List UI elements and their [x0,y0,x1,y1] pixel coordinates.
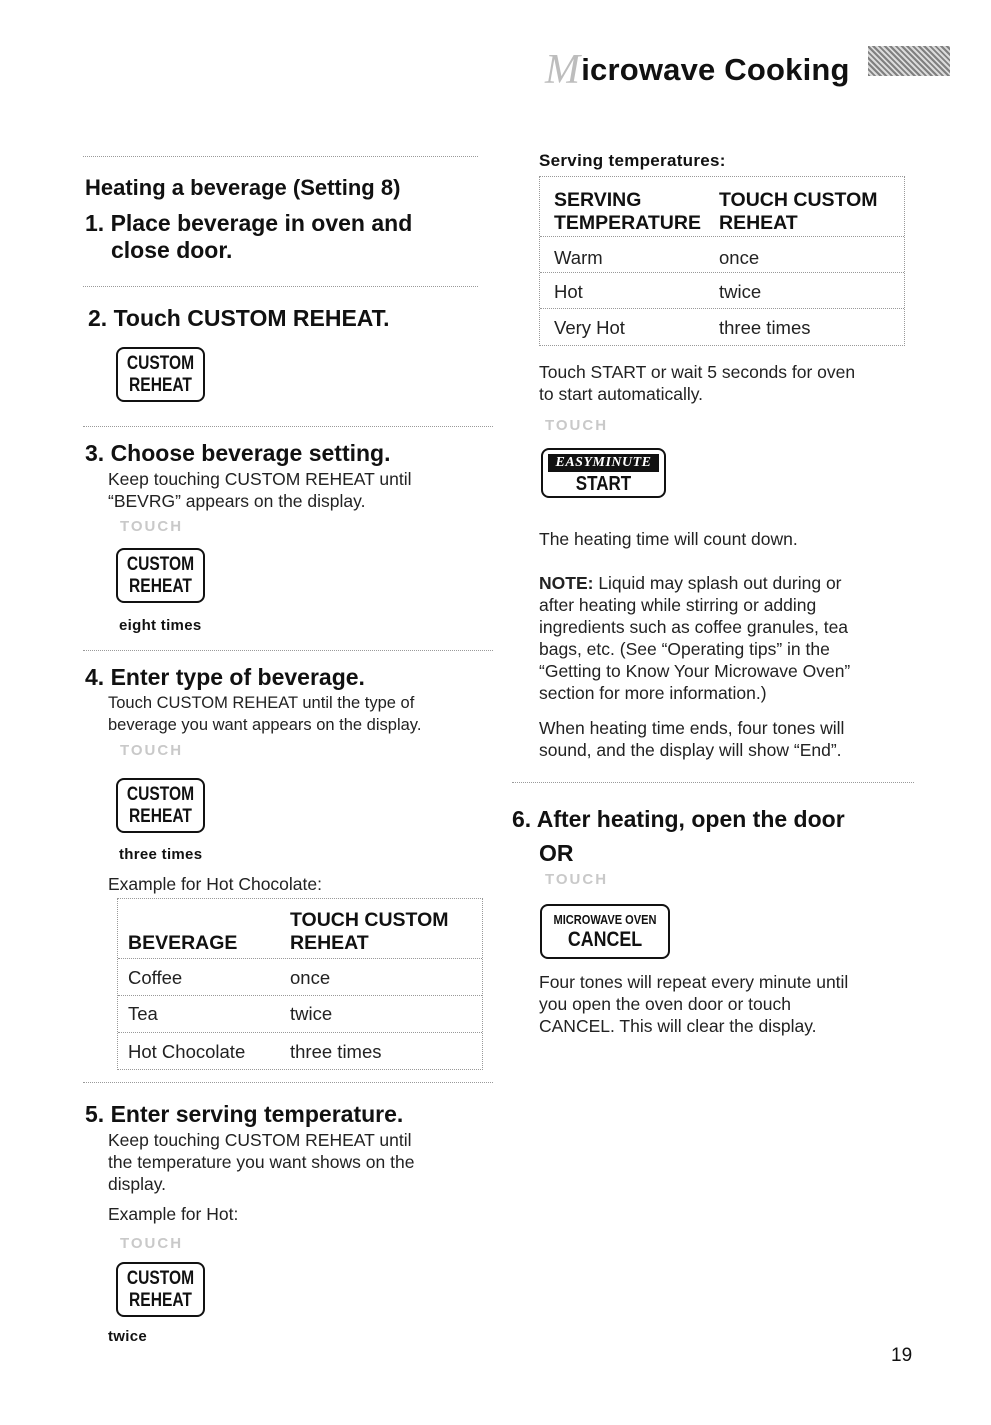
header-pattern [868,46,950,76]
table-row [118,959,482,996]
key-label: REHEAT [129,375,192,396]
serving-title: Serving temperatures: [539,151,726,170]
step6-after-text [539,971,848,1037]
header-cell: TOUCH CUSTOM [290,909,449,931]
key-label: CUSTOM [126,784,195,805]
note-line-1 [539,572,850,594]
custom-reheat-key [116,548,205,603]
example-label: Example for Hot: [108,1204,239,1224]
body-line: you open the oven door or touch [539,994,791,1014]
divider [83,650,493,651]
easyminute-start-key [541,448,666,498]
body-line: “BEVRG” appears on the display. [108,491,366,511]
table-row [540,273,904,309]
table-cell: once [290,967,331,988]
header-cell: REHEAT [719,212,798,234]
step3-title: 3. Choose beverage setting. [85,440,391,466]
table-header [118,899,482,959]
custom-reheat-key [116,347,205,402]
divider [83,1082,493,1083]
table-row [118,1033,482,1071]
step5-title: 5. Enter serving temperature. [85,1101,404,1127]
section-title: Heating a beverage (Setting 8) [85,175,401,200]
divider [512,782,914,783]
body-line: bags, etc. (See “Operating tips” in the [539,639,830,659]
body-line: CANCEL. This will clear the display. [539,1016,817,1036]
table-row [540,309,904,347]
serving-after-text [539,361,855,405]
body-line: ingredients such as coffee granules, tea [539,617,849,637]
note-label: NOTE: [539,573,594,593]
body-line: section for more information.) [539,683,767,703]
step5-body [108,1129,414,1195]
touch-label: TOUCH [120,1235,184,1252]
divider [83,286,478,287]
body-line: Touch CUSTOM REHEAT until the type of [108,694,415,712]
key-label: CUSTOM [126,1268,195,1289]
example-label: Example for Hot Chocolate: [108,874,322,894]
table-cell: Hot Chocolate [128,1041,246,1062]
easyminute-badge: EASYMINUTE [548,454,659,472]
divider [83,156,478,157]
table-cell: three times [290,1041,382,1062]
key-label: REHEAT [129,806,192,827]
step6-or: OR [539,840,574,866]
body-line: to start automatically. [539,384,704,404]
header-cell: BEVERAGE [128,932,238,954]
beverage-table [117,898,483,1070]
touch-label: TOUCH [545,417,609,434]
body-line: display. [108,1174,167,1194]
press-count: eight times [119,617,202,634]
custom-reheat-key [116,778,205,833]
table-row [540,237,904,273]
table-cell: Coffee [128,967,183,988]
key-label: CUSTOM [126,554,195,575]
countdown-text: The heating time will count down. [539,529,798,549]
note-text: Liquid may splash out during or [593,573,842,593]
header-cell: REHEAT [290,932,369,954]
ends-text [539,717,844,761]
custom-reheat-key [116,1262,205,1317]
table-header [540,177,904,237]
body-line: sound, and the display will show “End”. [539,740,842,760]
page-number: 19 [891,1345,913,1366]
microwave-oven-cancel-key [540,904,670,959]
press-count: twice [108,1328,148,1345]
step2-title: 2. Touch CUSTOM REHEAT. [88,305,390,331]
header-title-text: icrowave Cooking [581,52,850,87]
body-line: Keep touching CUSTOM REHEAT until [108,469,412,489]
table-cell: Very Hot [554,317,625,338]
key-label: START [575,473,632,495]
table-cell: twice [290,1003,333,1024]
body-line: after heating while stirring or adding [539,595,817,615]
serving-table [539,176,905,346]
key-label: REHEAT [129,1290,192,1311]
header-cell: TEMPERATURE [554,212,701,234]
body-line: Four tones will repeat every minute until [539,972,849,992]
body-line: “Getting to Know Your Microwave Oven” [539,661,851,681]
table-cell: once [719,247,760,268]
touch-label: TOUCH [120,518,184,535]
page-header-title [545,46,850,94]
step6-title: 6. After heating, open the door [512,806,845,832]
touch-label: TOUCH [120,742,184,759]
table-cell: three times [719,317,811,338]
step3-body [108,468,411,512]
touch-label: TOUCH [545,871,609,888]
press-count: three times [119,846,203,863]
body-line: beverage you want appears on the display. [108,716,422,734]
step4-title: 4. Enter type of beverage. [85,664,365,690]
step4-body [108,692,421,736]
table-cell: Warm [554,247,603,268]
body-line: Touch START or wait 5 seconds for oven [539,362,856,382]
header-initial: M [545,47,581,93]
header-cell: TOUCH CUSTOM [719,189,878,211]
body-line: Keep touching CUSTOM REHEAT until [108,1130,412,1150]
table-row [118,996,482,1033]
table-cell: Tea [128,1003,158,1024]
key-label: CANCEL [567,928,643,951]
header-cell: SERVING [554,189,642,211]
note-block [539,572,850,704]
step1-title-cont: close door. [111,237,233,263]
body-line: the temperature you want shows on the [108,1152,415,1172]
table-cell: twice [719,281,762,302]
divider [83,426,493,427]
key-label: CUSTOM [126,353,195,374]
key-label: REHEAT [129,576,192,597]
step1-title: 1. Place beverage in oven and [85,210,413,236]
table-cell: Hot [554,281,583,302]
key-label: MICROWAVE OVEN [553,912,657,927]
body-line: When heating time ends, four tones will [539,718,845,738]
